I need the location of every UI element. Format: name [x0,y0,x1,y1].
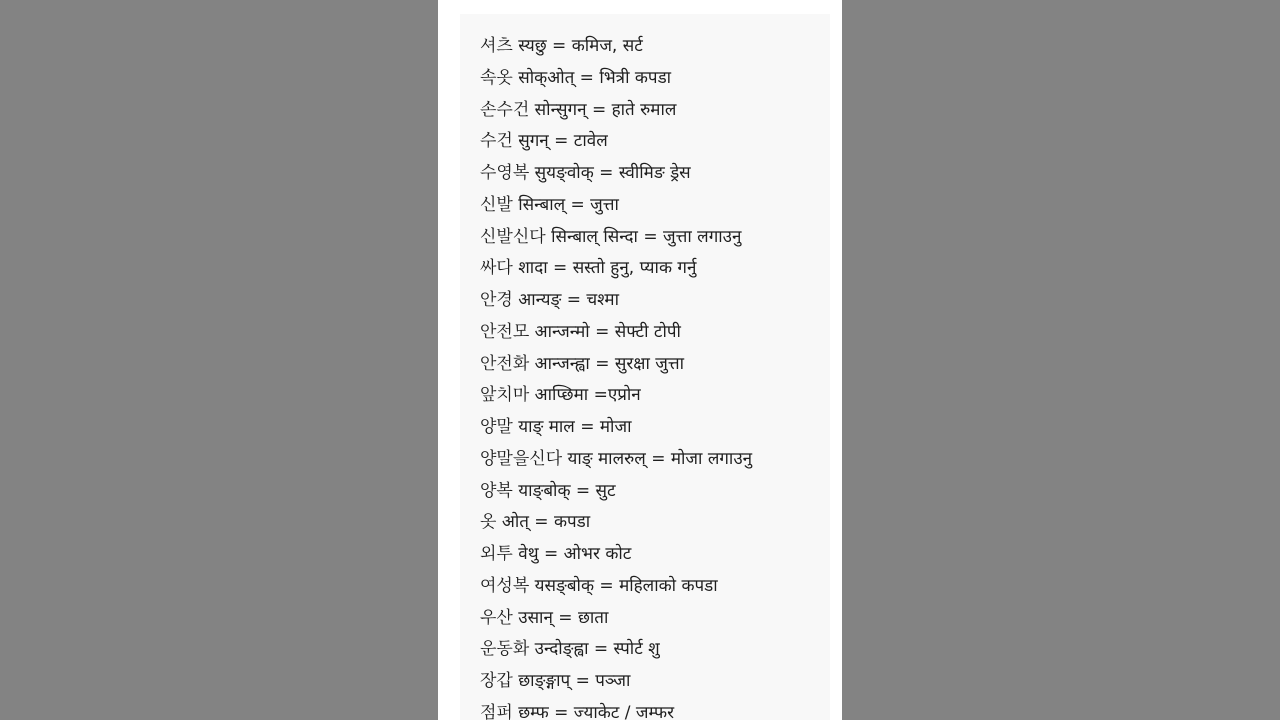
list-item: 신발신다 सिन्बाल् सिन्दा = जुत्ता लगाउनु [480,226,742,247]
list-item: 여성복 यसङ्बोक् = महिलाको कपडा [480,575,718,596]
list-item: 안전화 आन्जन्ह्वा = सुरक्षा जुत्ता [480,353,685,374]
list-item: 앞치마 आप्छिमा =एप्रोन [480,385,641,406]
list-item: 싸다 शादा = सस्तो हुनु, प्याक गर्नु [480,258,697,279]
list-item: 양복 याङ्बोक् = सुट [480,480,616,501]
document-page [460,14,830,720]
list-item: 속옷 सोक्ओत् = भित्री कपडा [480,67,672,88]
list-item: 수건 सुगन् = टावेल [480,131,608,152]
list-item: 장갑 छाङ्ङ्गाप् = पञ्जा [480,671,631,691]
list-item: 옷 ओत् = कपडा [480,512,591,533]
list-item: 신발 सिन्बाल् = जुत्ता [480,194,619,215]
list-item: 양말 याङ् माल = मोजा [480,417,632,437]
list-item: 안경 आन्यङ् = चश्मा [480,290,619,310]
list-item: 양말을신다 याङ् मालरुल् = मोजा लगाउनु [480,448,753,469]
list-item: 외투 वेथु = ओभर कोट [480,544,632,564]
list-item: 우산 उसान् = छाता [480,607,609,628]
list-item: 점퍼 छम्फ = ज्याकेट / जम्फर [480,702,675,720]
vocabulary-list [480,31,752,720]
list-item: 셔츠 स्यछु = कमिज, सर्ट [480,36,643,56]
list-item: 운동화 उन्दोङ्ह्वा = स्पोर्ट शु [480,639,660,660]
list-item: 안전모 आन्जन्मो = सेफ्टी टोपी [480,321,681,342]
content-panel [438,0,842,720]
list-item: 손수건 सोन्सुगन् = हाते रुमाल [480,99,677,120]
list-item: 수영복 सुयङ्वोक् = स्वीमिङ ड्रेस [480,163,691,183]
